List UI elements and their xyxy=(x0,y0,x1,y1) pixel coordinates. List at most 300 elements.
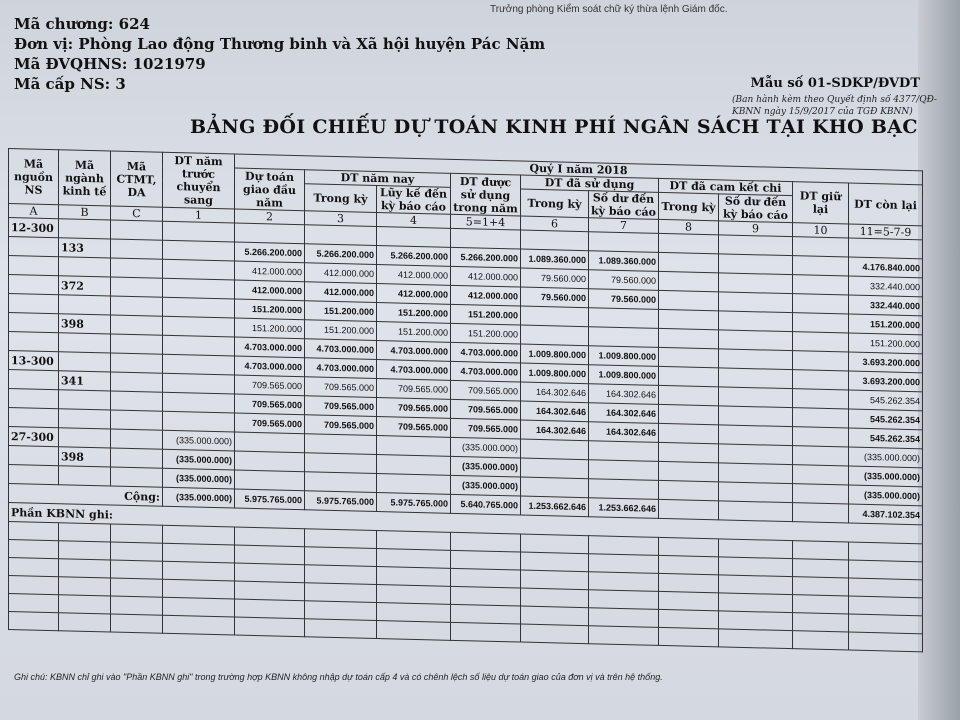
table-cell: 709.565.000 xyxy=(235,394,305,415)
total-cell: 5.975.765.000 xyxy=(305,491,377,512)
blank-cell xyxy=(111,542,163,561)
table-cell xyxy=(305,453,377,474)
total-cell: 5.975.765.000 xyxy=(235,489,305,510)
table-cell xyxy=(719,292,793,313)
table-cell: 4.703.000.000 xyxy=(235,337,305,358)
table-cell xyxy=(163,259,235,280)
blank-cell xyxy=(793,577,849,596)
table-cell xyxy=(163,316,235,337)
blank-cell xyxy=(163,597,235,617)
table-cell xyxy=(659,347,719,367)
table-cell: 5.266.200.000 xyxy=(451,247,521,268)
table-cell: 164.302.646 xyxy=(589,403,659,424)
table-cell xyxy=(163,278,235,299)
table-cell: 4.703.000.000 xyxy=(377,360,451,381)
table-cell: 151.200.000 xyxy=(305,320,377,341)
table-cell: 151.200.000 xyxy=(235,299,305,320)
blank-cell xyxy=(659,591,719,610)
table-cell xyxy=(793,256,849,276)
table-cell: 5.266.200.000 xyxy=(305,244,377,265)
unit-name: Đơn vị: Phòng Lao động Thương binh và Xã hội huyện Pác Nặm xyxy=(14,35,546,53)
table-cell: 709.565.000 xyxy=(377,398,451,419)
table-cell xyxy=(659,480,719,500)
table-cell: 151.200.000 xyxy=(451,323,521,344)
table-cell xyxy=(659,442,719,462)
blank-cell xyxy=(59,613,111,632)
table-cell xyxy=(719,254,793,275)
table-cell xyxy=(377,227,451,248)
table-cell xyxy=(719,273,793,294)
table-cell: 5.266.200.000 xyxy=(377,246,451,267)
table-cell: 3.693.200.000 xyxy=(849,352,923,373)
blank-cell xyxy=(235,581,305,601)
table-cell: 341 xyxy=(59,371,111,391)
table-cell: 1.089.360.000 xyxy=(589,251,659,272)
form-note: (Ban hành kèm theo Quyết định số 4377/QĐ-KBNN ngày 15/9/2017 của TGĐ KBNN) xyxy=(732,95,937,117)
total-cell: 4.387.102.354 xyxy=(849,504,923,525)
total-cell xyxy=(659,499,719,519)
table-cell: 164.302.646 xyxy=(589,422,659,443)
table-cell xyxy=(111,353,163,373)
blank-cell xyxy=(111,560,163,579)
blank-cell xyxy=(589,608,659,628)
table-cell: 412.000.000 xyxy=(305,263,377,284)
group-committed: DT đã cam kết chi xyxy=(659,178,793,195)
blank-cell xyxy=(849,542,923,562)
table-cell xyxy=(59,295,111,315)
col-used-period: Trong kỳ xyxy=(521,189,589,218)
footnote: Ghi chú: KBNN chỉ ghi vào "Phần KBNN ghi" trong trường hợp KBNN không nhập dự toán cấp 4 và có chênh lệch số liệu dự toán giao của đơn vị và trên hệ thống. xyxy=(14,672,663,682)
blank-cell xyxy=(59,577,111,596)
table-cell: (335.000.000) xyxy=(451,475,521,496)
table-cell xyxy=(793,351,849,371)
blank-cell xyxy=(377,567,451,587)
blank-cell xyxy=(719,629,793,649)
table-cell xyxy=(59,409,111,429)
table-cell xyxy=(451,228,521,249)
table-cell xyxy=(111,372,163,392)
table-cell xyxy=(9,446,59,466)
blank-cell xyxy=(451,532,521,552)
table-cell: 545.262.354 xyxy=(849,409,923,430)
table-cell: 12-300 xyxy=(9,218,59,238)
index-cell: 3 xyxy=(305,211,377,227)
blank-cell xyxy=(849,578,923,598)
table-cell: (335.000.000) xyxy=(849,447,923,468)
blank-cell xyxy=(9,576,59,595)
table-cell xyxy=(9,256,59,276)
blank-cell xyxy=(659,627,719,646)
table-cell: 164.302.646 xyxy=(521,382,589,403)
table-cell xyxy=(9,332,59,352)
table-cell xyxy=(719,330,793,351)
table-cell xyxy=(111,239,163,259)
table-cell: 151.200.000 xyxy=(377,303,451,324)
col-initial-estimate: Dự toán giao đầu năm xyxy=(235,168,305,211)
group-used: DT đã sử dụng xyxy=(521,175,659,192)
dvqhns-code: Mã ĐVQHNS: 1021979 xyxy=(14,55,206,73)
table-cell xyxy=(59,219,111,239)
table-cell xyxy=(111,334,163,354)
table-cell: 709.565.000 xyxy=(235,375,305,396)
table-cell xyxy=(589,441,659,462)
chapter-code: Mã chương: 624 xyxy=(14,15,150,33)
table-cell xyxy=(793,370,849,390)
blank-cell xyxy=(793,559,849,578)
table-cell xyxy=(9,275,59,295)
table-cell: 709.565.000 xyxy=(377,417,451,438)
period-label: Quý I năm 2018 xyxy=(235,154,923,185)
table-cell xyxy=(521,458,589,479)
table-cell xyxy=(719,463,793,484)
col-cy-period: Trong kỳ xyxy=(305,184,377,213)
table-cell: 709.565.000 xyxy=(305,377,377,398)
total-label: Cộng: xyxy=(9,484,163,507)
table-cell: 709.565.000 xyxy=(377,379,451,400)
table-cell xyxy=(163,354,235,375)
blank-cell xyxy=(163,543,235,563)
blank-cell xyxy=(521,588,589,608)
table-cell xyxy=(9,370,59,390)
table-cell xyxy=(377,436,451,457)
table-cell xyxy=(163,373,235,394)
blank-cell xyxy=(451,622,521,642)
table-cell xyxy=(163,392,235,413)
blank-cell xyxy=(235,563,305,583)
reconciliation-table-wrap xyxy=(8,148,920,698)
blank-cell xyxy=(521,534,589,554)
table-cell xyxy=(793,237,849,257)
blank-cell xyxy=(521,570,589,590)
col-economic-sector: Mã ngành kinh tế xyxy=(59,150,111,206)
index-cell: 8 xyxy=(659,219,719,234)
blank-cell xyxy=(589,554,659,574)
table-cell: 1.009.800.000 xyxy=(589,365,659,386)
table-cell xyxy=(719,406,793,427)
total-cell: 1.253.662.646 xyxy=(521,496,589,517)
blank-cell xyxy=(659,573,719,592)
table-cell: 545.262.354 xyxy=(849,428,923,449)
table-cell xyxy=(111,391,163,411)
blank-cell xyxy=(377,549,451,569)
table-cell xyxy=(793,389,849,409)
table-cell: 1.089.360.000 xyxy=(521,249,589,270)
index-cell: 7 xyxy=(589,218,659,234)
table-cell xyxy=(305,472,377,493)
table-cell xyxy=(235,223,305,244)
table-cell xyxy=(59,466,111,486)
table-cell xyxy=(793,313,849,333)
blank-cell xyxy=(521,552,589,572)
table-cell: (335.000.000) xyxy=(163,468,235,489)
table-cell xyxy=(719,368,793,389)
table-cell xyxy=(659,309,719,329)
blank-cell xyxy=(793,595,849,614)
blank-cell xyxy=(305,601,377,621)
table-cell: 709.565.000 xyxy=(451,380,521,401)
blank-cell xyxy=(111,524,163,543)
table-cell: 27-300 xyxy=(9,427,59,447)
table-cell: 709.565.000 xyxy=(451,399,521,420)
table-cell: 79.560.000 xyxy=(521,268,589,289)
table-cell xyxy=(163,221,235,242)
blank-cell xyxy=(377,603,451,623)
col-committed-balance: Số dư đến kỳ báo cáo xyxy=(719,194,793,223)
table-cell: 1.009.800.000 xyxy=(521,363,589,384)
blank-cell xyxy=(719,593,793,613)
table-cell xyxy=(793,332,849,352)
total-cell: 5.640.765.000 xyxy=(451,494,521,515)
table-cell xyxy=(719,311,793,332)
col-remaining: DT còn lại xyxy=(849,183,923,226)
table-cell: (335.000.000) xyxy=(849,485,923,506)
blank-cell xyxy=(589,536,659,556)
kbnn-label: Phần KBNN ghi: xyxy=(9,503,923,544)
table-body xyxy=(9,204,923,652)
table-cell xyxy=(719,235,793,256)
table-cell: 412.000.000 xyxy=(451,266,521,287)
blank-cell xyxy=(59,523,111,542)
blank-cell xyxy=(235,617,305,637)
table-cell xyxy=(9,408,59,428)
table-cell: 332.440.000 xyxy=(849,276,923,297)
table-cell xyxy=(659,271,719,291)
table-cell: 1.009.800.000 xyxy=(521,344,589,365)
blank-cell xyxy=(451,550,521,570)
table-cell xyxy=(59,390,111,410)
table-cell xyxy=(793,275,849,295)
blank-cell xyxy=(377,585,451,605)
table-cell: 709.565.000 xyxy=(305,396,377,417)
table-cell xyxy=(111,429,163,449)
blank-cell xyxy=(793,541,849,560)
blank-cell xyxy=(111,578,163,597)
table-cell xyxy=(793,465,849,485)
blank-cell xyxy=(235,545,305,565)
table-cell xyxy=(163,411,235,432)
table-cell xyxy=(111,315,163,335)
blank-cell xyxy=(235,599,305,619)
table-cell xyxy=(111,277,163,297)
table-cell: (335.000.000) xyxy=(163,430,235,451)
blank-cell xyxy=(719,611,793,631)
table-cell: 79.560.000 xyxy=(589,270,659,291)
col-program-code: Mã CTMT, DA xyxy=(111,151,163,207)
table-cell xyxy=(9,237,59,257)
table-cell: (335.000.000) xyxy=(849,466,923,487)
table-cell xyxy=(235,451,305,472)
table-cell xyxy=(659,385,719,405)
index-cell: 5=1+4 xyxy=(451,214,521,230)
blank-cell xyxy=(719,575,793,595)
table-cell xyxy=(719,349,793,370)
table-cell xyxy=(659,290,719,310)
table-cell xyxy=(793,446,849,466)
table-cell: 164.302.646 xyxy=(589,384,659,405)
table-cell xyxy=(111,410,163,430)
table-cell xyxy=(521,325,589,346)
blank-cell xyxy=(521,606,589,626)
table-cell xyxy=(659,404,719,424)
total-cell: (335.000.000) xyxy=(163,487,235,508)
table-cell xyxy=(719,444,793,465)
table-cell xyxy=(111,448,163,468)
table-cell: 412.000.000 xyxy=(235,280,305,301)
table-cell xyxy=(111,296,163,316)
table-cell xyxy=(793,408,849,428)
blank-cell xyxy=(9,558,59,577)
blank-cell xyxy=(59,595,111,614)
col-retained: DT giữ lại xyxy=(793,182,849,224)
index-cell: 6 xyxy=(521,216,589,232)
blank-cell xyxy=(849,596,923,616)
table-cell: 709.565.000 xyxy=(451,418,521,439)
table-cell: (335.000.000) xyxy=(163,449,235,470)
table-cell xyxy=(849,238,923,259)
table-cell xyxy=(59,333,111,353)
table-cell: 151.200.000 xyxy=(235,318,305,339)
table-cell xyxy=(589,460,659,481)
table-cell: 709.565.000 xyxy=(305,415,377,436)
table-cell xyxy=(9,389,59,409)
table-cell: 412.000.000 xyxy=(451,285,521,306)
table-cell: (335.000.000) xyxy=(451,456,521,477)
table-cell xyxy=(589,327,659,348)
blank-cell xyxy=(849,614,923,634)
table-cell xyxy=(377,474,451,495)
table-cell: 709.565.000 xyxy=(235,413,305,434)
blank-cell xyxy=(451,604,521,624)
table-cell xyxy=(589,479,659,500)
total-cell: 5.975.765.000 xyxy=(377,493,451,514)
blank-cell xyxy=(163,561,235,581)
blank-cell xyxy=(235,527,305,547)
table-cell: 332.440.000 xyxy=(849,295,923,316)
table-cell xyxy=(521,439,589,460)
table-cell: 4.703.000.000 xyxy=(305,339,377,360)
col-used-balance: Số dư đến kỳ báo cáo xyxy=(589,191,659,220)
index-cell: 11=5-7-9 xyxy=(849,224,923,240)
table-cell xyxy=(235,432,305,453)
table-cell xyxy=(719,387,793,408)
table-cell xyxy=(235,470,305,491)
col-usable: DT được sử dụng trong năm xyxy=(451,173,521,216)
table-cell: 4.176.840.000 xyxy=(849,257,923,278)
index-cell: 9 xyxy=(719,221,793,237)
blank-cell xyxy=(59,541,111,560)
table-cell xyxy=(9,313,59,333)
top-note: Trưởng phòng Kiểm soát chữ ký thừa lệnh Giám đốc. xyxy=(490,4,728,15)
blank-cell xyxy=(9,522,59,541)
table-cell xyxy=(521,230,589,251)
table-cell: 4.703.000.000 xyxy=(305,358,377,379)
blank-cell xyxy=(659,555,719,574)
budget-level: Mã cấp NS: 3 xyxy=(14,75,126,93)
table-cell: 412.000.000 xyxy=(377,284,451,305)
table-cell xyxy=(111,220,163,240)
table-cell xyxy=(163,240,235,261)
table-cell xyxy=(163,335,235,356)
table-cell: 4.703.000.000 xyxy=(235,356,305,377)
table-cell xyxy=(9,294,59,314)
table-cell: 398 xyxy=(59,447,111,467)
total-cell xyxy=(793,503,849,523)
index-cell: A xyxy=(9,204,59,219)
table-cell: 13-300 xyxy=(9,351,59,371)
page-title: BẢNG ĐỐI CHIẾU DỰ TOÁN KINH PHÍ NGÂN SÁCH TẠI KHO BẠC xyxy=(190,116,918,138)
table-cell: 164.302.646 xyxy=(521,420,589,441)
table-cell: 412.000.000 xyxy=(235,261,305,282)
table-cell: 151.200.000 xyxy=(451,304,521,325)
table-cell: 412.000.000 xyxy=(377,265,451,286)
table-cell xyxy=(659,252,719,272)
table-cell xyxy=(589,308,659,329)
table-cell xyxy=(521,477,589,498)
table-cell xyxy=(163,297,235,318)
table-cell: 4.703.000.000 xyxy=(377,341,451,362)
blank-cell xyxy=(377,621,451,641)
table-cell xyxy=(793,427,849,447)
blank-cell xyxy=(521,624,589,644)
blank-cell xyxy=(9,594,59,613)
table-cell xyxy=(59,352,111,372)
table-cell: 151.200.000 xyxy=(305,301,377,322)
blank-cell xyxy=(659,609,719,628)
table-cell xyxy=(659,233,719,253)
index-cell: 2 xyxy=(235,209,305,225)
table-cell xyxy=(59,428,111,448)
blank-cell xyxy=(163,525,235,545)
table-cell: 151.200.000 xyxy=(849,333,923,354)
blank-cell xyxy=(305,619,377,639)
blank-cell xyxy=(305,529,377,549)
blank-cell xyxy=(719,557,793,577)
blank-cell xyxy=(377,531,451,551)
table-cell xyxy=(793,484,849,504)
blank-cell xyxy=(849,560,923,580)
total-cell xyxy=(719,501,793,522)
blank-cell xyxy=(451,586,521,606)
table-cell xyxy=(793,294,849,314)
table-cell xyxy=(9,465,59,485)
blank-cell xyxy=(589,626,659,646)
col-cy-cumulative: Lũy kế đến kỳ báo cáo xyxy=(377,186,451,215)
index-cell: 4 xyxy=(377,213,451,229)
table-cell xyxy=(377,455,451,476)
blank-cell xyxy=(849,632,923,652)
table-cell: 4.703.000.000 xyxy=(451,361,521,382)
table-cell xyxy=(111,467,163,487)
table-cell xyxy=(305,434,377,455)
col-budget-source: Mã nguồn NS xyxy=(9,149,59,205)
table-cell: 151.200.000 xyxy=(849,314,923,335)
table-cell: (335.000.000) xyxy=(451,437,521,458)
table-cell: 372 xyxy=(59,276,111,296)
blank-cell xyxy=(111,596,163,615)
col-prior-year: DT năm trước chuyển sang xyxy=(163,152,235,209)
table-cell: 1.009.800.000 xyxy=(589,346,659,367)
table-cell xyxy=(659,423,719,443)
form-code: Mẫu số 01-SDKP/ĐVDT xyxy=(750,76,920,91)
blank-cell xyxy=(305,583,377,603)
table-cell: 164.302.646 xyxy=(521,401,589,422)
table-cell: 79.560.000 xyxy=(589,289,659,310)
table-cell: 412.000.000 xyxy=(305,282,377,303)
table-cell: 4.703.000.000 xyxy=(451,342,521,363)
table-cell: 133 xyxy=(59,238,111,258)
blank-cell xyxy=(9,612,59,631)
document-header xyxy=(14,14,545,94)
